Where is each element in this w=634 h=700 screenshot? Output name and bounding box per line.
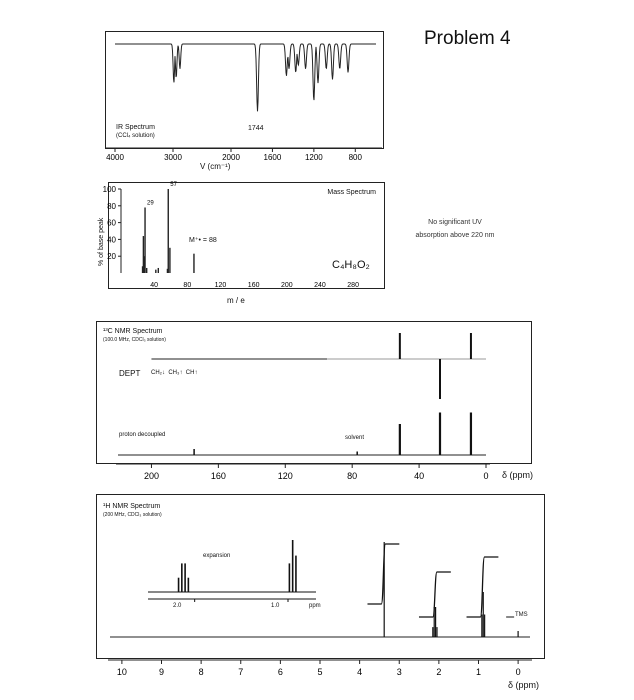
ms-ylabel: % of base peak <box>98 217 105 266</box>
c13-x-tick-label: 160 <box>210 471 226 481</box>
dept-legend-ch3: CH₃↑ <box>168 370 183 376</box>
ms-x-tick-label: 280 <box>347 282 359 289</box>
h1-title: ¹H NMR Spectrum <box>103 503 161 510</box>
expansion-tick-ppm: ppm <box>309 603 321 609</box>
dept-legend-ch2: CH₂↓ <box>151 370 165 376</box>
h1-x-tick-label: 8 <box>198 667 204 677</box>
ms-y-tick-label: 40 <box>107 235 116 245</box>
ms-y-tick-label: 80 <box>107 201 116 211</box>
ir-x-tick-label: 2000 <box>222 153 240 162</box>
h1-x-tick-label: 4 <box>357 667 363 677</box>
expansion-label: expansion <box>203 553 231 559</box>
ms-y-tick-label: 20 <box>107 252 116 262</box>
ms-y-tick-label: 60 <box>107 218 116 228</box>
h1-x-tick-label: 2 <box>436 667 442 677</box>
uv-note-line-1: No significant UV <box>428 219 482 226</box>
expansion-tick-2: 2.0 <box>173 603 182 609</box>
h1-x-tick-label: 3 <box>396 667 402 677</box>
h1-integral-curve <box>419 572 451 617</box>
ms-x-tick-label: 80 <box>183 282 192 289</box>
ms-molecular-ion-label: M⁺• = 88 <box>189 237 217 244</box>
h1-integral-curve <box>367 544 399 604</box>
ms-xlabel: m / e <box>227 296 245 305</box>
problem-title: Problem 4 <box>424 28 511 49</box>
ms-x-tick-label: 120 <box>214 282 227 289</box>
tms-label: TMS <box>515 612 528 618</box>
ms-formula: C₄H₈O₂ <box>332 259 370 271</box>
h1-x-tick-label: 9 <box>159 667 165 677</box>
ir-x-tick-label: 1600 <box>263 153 282 162</box>
expansion-tick-1: 1.0 <box>271 603 280 609</box>
ir-x-tick-label: 1200 <box>304 153 323 162</box>
h1-x-tick-label: 7 <box>238 667 244 677</box>
ir-x-tick-label: 4000 <box>106 153 124 162</box>
ms-x-tick-label: 200 <box>280 282 293 289</box>
decoupled-label: proton decoupled <box>119 432 166 438</box>
c13-x-tick-label: 40 <box>414 471 425 481</box>
dept-label: DEPT <box>119 369 141 378</box>
h1-integral-curve <box>467 557 499 617</box>
ms-y-tick-label: 100 <box>102 185 116 194</box>
h1-xlabel: δ (ppm) <box>508 680 540 690</box>
h1-x-tick-label: 10 <box>116 667 127 677</box>
c13-x-tick-label: 120 <box>277 471 293 481</box>
c13-x-tick-label: 200 <box>143 471 159 481</box>
ir-subtitle: (CCl₄ solution) <box>116 133 155 139</box>
ms-x-tick-label: 40 <box>150 282 159 289</box>
ms-x-tick-label: 240 <box>314 282 326 289</box>
ir-peak-label: 1744 <box>248 125 264 132</box>
h1-x-tick-label: 6 <box>277 667 283 677</box>
c13-xlabel: δ (ppm) <box>502 470 534 480</box>
dept-legend-ch: CH↑ <box>185 370 198 376</box>
ir-x-tick-label: 3000 <box>164 153 182 162</box>
solvent-label: solvent <box>345 435 365 441</box>
ms-peak-label: 57 <box>170 182 177 188</box>
c13-subtitle: (100.0 MHz, CDCl₃ solution) <box>103 337 166 343</box>
h1-x-tick-label: 0 <box>515 667 521 677</box>
h1-x-tick-label: 1 <box>475 667 481 677</box>
c13-title: ¹³C NMR Spectrum <box>103 328 163 335</box>
ir-xlabel: V (cm⁻¹) <box>200 162 231 171</box>
h1-x-tick-label: 5 <box>317 667 323 677</box>
c13-x-tick-label: 80 <box>347 471 358 481</box>
uv-note-line-2: absorption above 220 nm <box>415 232 495 239</box>
c13-x-tick-label: 0 <box>483 471 489 481</box>
ms-title: Mass Spectrum <box>327 189 376 196</box>
ms-x-tick-label: 160 <box>247 282 260 289</box>
ms-peak-label: 29 <box>147 200 154 207</box>
ir-title-text: IR Spectrum <box>116 124 155 131</box>
h1-subtitle: (200 MHz, CDCl₃ solution) <box>103 512 162 518</box>
ir-x-tick-label: 800 <box>348 153 362 162</box>
